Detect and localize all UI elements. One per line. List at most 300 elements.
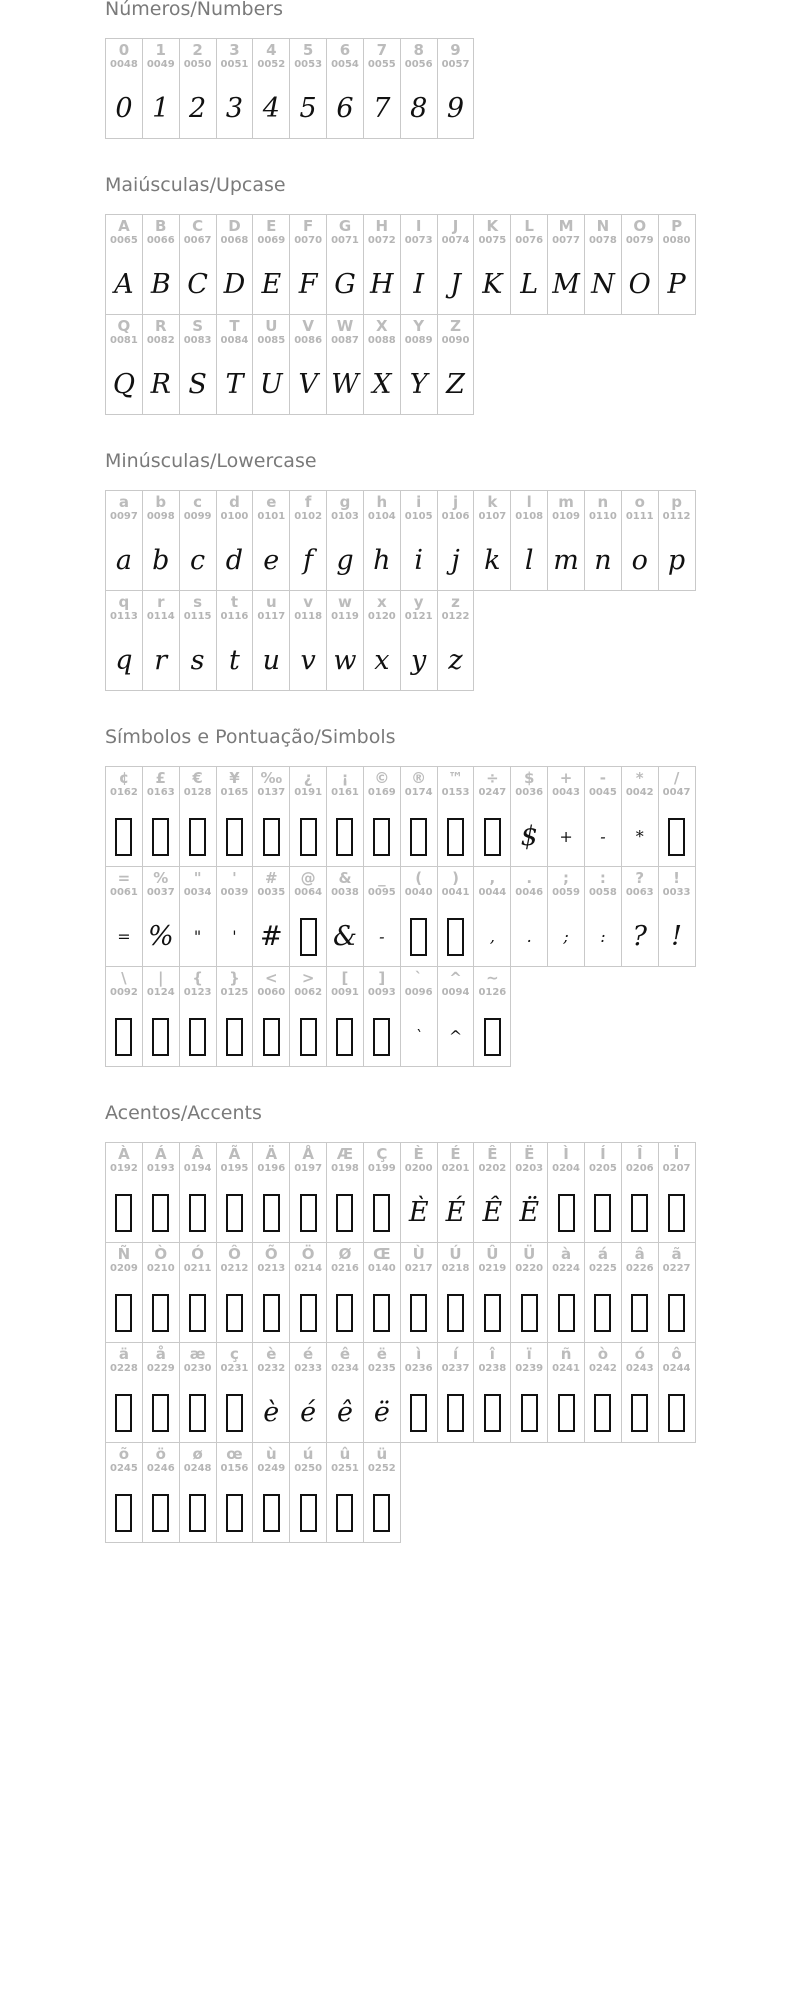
glyph-char-label: ø xyxy=(192,1445,203,1463)
glyph-char-label: ™ xyxy=(448,769,464,787)
section-title: Números/Numbers xyxy=(105,0,283,20)
glyph-code-label: 0236 xyxy=(404,1363,433,1374)
glyph-char-label: 0 xyxy=(118,41,130,59)
glyph-cell xyxy=(437,1242,475,1343)
glyph-code-label: 0066 xyxy=(146,235,175,246)
glyph-code-label: 0086 xyxy=(294,335,323,346)
missing-glyph-box xyxy=(221,1475,249,1542)
missing-glyph-box xyxy=(478,1275,506,1342)
glyph-code-label: 0163 xyxy=(146,787,175,798)
glyph-cell xyxy=(400,1342,438,1443)
glyph-cell xyxy=(326,490,364,591)
glyph-cell xyxy=(142,766,180,867)
glyph-sample: 4 xyxy=(262,93,280,124)
glyph-char-label: V xyxy=(302,317,314,335)
glyph-cell xyxy=(216,1242,254,1343)
glyph-char-label: W xyxy=(336,317,354,335)
glyph-cell xyxy=(105,866,143,967)
glyph-sample: C xyxy=(187,269,208,300)
glyph-code-label: 0049 xyxy=(146,59,175,70)
glyph-cell xyxy=(437,490,475,591)
glyph-sample: T xyxy=(225,369,244,400)
glyph-code-label: 0099 xyxy=(183,511,212,522)
glyph-code-label: 0096 xyxy=(404,987,433,998)
glyph-cell xyxy=(216,966,254,1067)
glyph-code-label: 0226 xyxy=(625,1263,654,1274)
glyph-code-label: 0076 xyxy=(515,235,544,246)
glyph-cell xyxy=(142,1242,180,1343)
glyph-code-label: 0070 xyxy=(294,235,323,246)
glyph-char-label: ï xyxy=(526,1345,532,1363)
glyph-cell xyxy=(400,1242,438,1343)
glyph-char-label: ê xyxy=(339,1345,351,1363)
glyph-code-label: 0156 xyxy=(220,1463,249,1474)
glyph-sample: W xyxy=(331,369,359,400)
glyph-code-label: 0067 xyxy=(183,235,212,246)
glyph-code-label: 0245 xyxy=(110,1463,138,1474)
glyph-code-label: 0098 xyxy=(146,511,175,522)
glyph-code-label: 0212 xyxy=(220,1263,249,1274)
glyph-char-label: g xyxy=(339,493,351,511)
glyph-code-label: 0039 xyxy=(220,887,249,898)
glyph-sample: x xyxy=(374,645,390,676)
missing-glyph-box xyxy=(110,1175,138,1242)
glyph-code-label: 0089 xyxy=(404,335,433,346)
glyph-sample: l xyxy=(524,545,534,576)
glyph-cell xyxy=(437,966,475,1067)
glyph-code-label: 0122 xyxy=(441,611,470,622)
glyph-code-label: 0045 xyxy=(588,787,617,798)
missing-glyph-box xyxy=(184,1475,212,1542)
glyph-code-label: 0244 xyxy=(662,1363,691,1374)
charmap-page xyxy=(105,0,795,1542)
glyph-cell xyxy=(252,1342,290,1443)
glyph-sample: ` xyxy=(414,1027,423,1046)
glyph-code-label: 0118 xyxy=(294,611,323,622)
glyph-sample: Y xyxy=(409,369,428,400)
glyph-char-label: , xyxy=(489,869,496,887)
glyph-char-label: û xyxy=(339,1445,351,1463)
glyph-code-label: 0205 xyxy=(588,1163,617,1174)
glyph-char-label: m xyxy=(558,493,574,511)
glyph-cell xyxy=(326,1142,364,1243)
missing-glyph-box xyxy=(147,1175,175,1242)
glyph-code-label: 0198 xyxy=(331,1163,359,1174)
glyph-cell xyxy=(510,766,548,867)
glyph-cell xyxy=(363,866,401,967)
glyph-code-label: 0121 xyxy=(404,611,433,622)
glyph-sample: u xyxy=(262,645,280,676)
glyph-cell xyxy=(584,766,622,867)
glyph-cell xyxy=(105,1242,143,1343)
missing-glyph-box xyxy=(368,1475,396,1542)
glyph-grid xyxy=(105,490,695,690)
glyph-code-label: 0077 xyxy=(552,235,580,246)
glyph-code-label: 0165 xyxy=(220,787,249,798)
missing-glyph-box xyxy=(110,799,138,866)
glyph-char-label: 2 xyxy=(192,41,203,59)
glyph-cell xyxy=(216,866,254,967)
glyph-code-label: 0169 xyxy=(367,787,396,798)
glyph-char-label: A xyxy=(118,217,130,235)
glyph-sample: e xyxy=(263,545,280,576)
glyph-sample: + xyxy=(559,827,573,846)
section-symbols xyxy=(105,726,795,1066)
glyph-cell xyxy=(179,214,217,315)
glyph-char-label: å xyxy=(155,1345,166,1363)
missing-glyph-box xyxy=(552,1175,580,1242)
glyph-code-label: 0246 xyxy=(146,1463,175,1474)
missing-glyph-box xyxy=(184,1275,212,1342)
glyph-cell xyxy=(105,590,143,691)
glyph-code-label: 0075 xyxy=(478,235,507,246)
glyph-cell xyxy=(621,766,659,867)
missing-glyph-box xyxy=(294,999,322,1066)
glyph-code-label: 0241 xyxy=(552,1363,580,1374)
section-title: Maiúsculas/Upcase xyxy=(105,174,286,196)
glyph-char-label: ; xyxy=(563,869,570,887)
glyph-char-label: É xyxy=(450,1145,461,1163)
glyph-code-label: 0232 xyxy=(257,1363,286,1374)
glyph-char-label: z xyxy=(451,593,460,611)
glyph-sample: I xyxy=(413,269,424,300)
glyph-char-label: r xyxy=(157,593,165,611)
missing-glyph-box xyxy=(442,799,470,866)
glyph-sample: G xyxy=(334,269,356,300)
missing-glyph-box xyxy=(405,899,433,966)
glyph-code-label: 0200 xyxy=(404,1163,433,1174)
glyph-code-label: 0112 xyxy=(662,511,691,522)
glyph-cell xyxy=(326,214,364,315)
glyph-code-label: 0242 xyxy=(588,1363,617,1374)
glyph-code-label: 0064 xyxy=(294,887,323,898)
glyph-code-label: 0102 xyxy=(294,511,323,522)
glyph-char-label: x xyxy=(376,593,387,611)
glyph-char-label: Õ xyxy=(264,1245,278,1263)
glyph-code-label: 0214 xyxy=(294,1263,323,1274)
glyph-char-label: Ë xyxy=(524,1145,535,1163)
glyph-char-label: Û xyxy=(486,1245,499,1263)
glyph-code-label: 0114 xyxy=(146,611,175,622)
glyph-cell xyxy=(252,1242,290,1343)
glyph-char-label: K xyxy=(486,217,499,235)
glyph-cell xyxy=(289,1342,327,1443)
missing-glyph-box xyxy=(663,1375,691,1442)
glyph-char-label: 6 xyxy=(339,41,351,59)
missing-glyph-box xyxy=(589,1375,617,1442)
glyph-char-label: H xyxy=(375,217,389,235)
glyph-code-label: 0092 xyxy=(110,987,138,998)
glyph-cell xyxy=(363,38,401,139)
glyph-char-label: d xyxy=(229,493,240,511)
glyph-cell xyxy=(252,38,290,139)
glyph-code-label: 0137 xyxy=(257,787,286,798)
glyph-cell xyxy=(179,766,217,867)
glyph-code-label: 0103 xyxy=(331,511,359,522)
glyph-code-label: 0248 xyxy=(183,1463,212,1474)
glyph-cell xyxy=(363,1342,401,1443)
glyph-cell xyxy=(584,1142,622,1243)
glyph-code-label: 0100 xyxy=(220,511,249,522)
glyph-code-label: 0046 xyxy=(515,887,544,898)
glyph-cell xyxy=(547,490,585,591)
glyph-cell xyxy=(289,1142,327,1243)
glyph-char-label: ^ xyxy=(449,969,462,987)
glyph-code-label: 0237 xyxy=(441,1363,470,1374)
glyph-cell xyxy=(473,1142,511,1243)
glyph-cell xyxy=(216,314,254,415)
glyph-sample: ; xyxy=(563,927,569,946)
missing-glyph-box xyxy=(368,1175,396,1242)
glyph-char-label: J xyxy=(452,217,459,235)
glyph-cell xyxy=(179,1242,217,1343)
missing-glyph-box xyxy=(147,1475,175,1542)
glyph-char-label: k xyxy=(487,493,498,511)
glyph-cell xyxy=(547,766,585,867)
glyph-cell xyxy=(658,1242,696,1343)
glyph-sample: z xyxy=(448,645,463,676)
glyph-char-label: Ã xyxy=(228,1145,241,1163)
glyph-cell xyxy=(179,590,217,691)
glyph-sample: k xyxy=(484,545,501,576)
glyph-cell xyxy=(252,314,290,415)
glyph-cell xyxy=(142,1342,180,1443)
glyph-sample: D xyxy=(223,269,246,300)
glyph-char-label: ¢ xyxy=(118,769,130,787)
glyph-cell xyxy=(105,490,143,591)
glyph-cell xyxy=(437,1342,475,1443)
glyph-cell xyxy=(289,1242,327,1343)
glyph-char-label: € xyxy=(192,769,203,787)
glyph-sample: q xyxy=(115,645,133,676)
glyph-char-label: ¡ xyxy=(341,769,349,787)
section-title: Acentos/Accents xyxy=(105,1102,262,1124)
glyph-sample: o xyxy=(631,545,648,576)
glyph-cell xyxy=(105,966,143,1067)
glyph-char-label: Z xyxy=(450,317,461,335)
glyph-cell xyxy=(326,1342,364,1443)
glyph-char-label: Ê xyxy=(487,1145,498,1163)
missing-glyph-box xyxy=(589,1275,617,1342)
missing-glyph-box xyxy=(110,1375,138,1442)
glyph-sample: 6 xyxy=(336,93,354,124)
glyph-cell xyxy=(658,766,696,867)
glyph-cell xyxy=(142,1142,180,1243)
missing-glyph-box xyxy=(257,1175,285,1242)
missing-glyph-box xyxy=(294,899,322,966)
glyph-cell xyxy=(510,1242,548,1343)
glyph-sample: $ xyxy=(520,821,538,852)
glyph-sample: w xyxy=(333,645,357,676)
glyph-sample: = xyxy=(117,927,131,946)
glyph-cell xyxy=(363,214,401,315)
glyph-sample: s xyxy=(190,645,205,676)
glyph-char-label: L xyxy=(524,217,534,235)
glyph-char-label: F xyxy=(303,217,314,235)
glyph-char-label: > xyxy=(301,969,315,987)
glyph-char-label: ì xyxy=(416,1345,422,1363)
glyph-cell xyxy=(510,490,548,591)
glyph-cell xyxy=(621,1342,659,1443)
glyph-sample: c xyxy=(190,545,206,576)
glyph-code-label: 0207 xyxy=(662,1163,691,1174)
glyph-char-label: + xyxy=(559,769,573,787)
section-title: Símbolos e Pontuação/Simbols xyxy=(105,726,396,748)
glyph-code-label: 0073 xyxy=(404,235,433,246)
glyph-sample: ? xyxy=(632,921,647,952)
glyph-cell xyxy=(363,1142,401,1243)
glyph-sample: % xyxy=(147,921,174,952)
missing-glyph-box xyxy=(147,999,175,1066)
glyph-sample: ! xyxy=(671,921,682,952)
glyph-char-label: _ xyxy=(378,869,386,887)
glyph-cell xyxy=(363,314,401,415)
glyph-char-label: î xyxy=(489,1345,495,1363)
missing-glyph-box xyxy=(405,799,433,866)
glyph-char-label: Ò xyxy=(154,1245,168,1263)
glyph-code-label: 0234 xyxy=(331,1363,359,1374)
glyph-char-label: ‰ xyxy=(260,769,283,787)
glyph-char-label: 9 xyxy=(450,41,461,59)
glyph-cell xyxy=(547,1242,585,1343)
glyph-char-label: @ xyxy=(300,869,316,887)
glyph-char-label: T xyxy=(229,317,240,335)
glyph-char-label: M xyxy=(558,217,574,235)
glyph-cell xyxy=(105,1342,143,1443)
glyph-char-label: ? xyxy=(635,869,645,887)
glyph-code-label: 0128 xyxy=(183,787,212,798)
glyph-sample: J xyxy=(450,269,461,300)
glyph-code-label: 0125 xyxy=(220,987,249,998)
glyph-cell xyxy=(621,490,659,591)
glyph-char-label: w xyxy=(338,593,352,611)
glyph-char-label: Ì xyxy=(563,1145,569,1163)
glyph-cell xyxy=(400,1142,438,1243)
glyph-cell xyxy=(252,966,290,1067)
glyph-cell xyxy=(510,1142,548,1243)
glyph-char-label: ' xyxy=(232,869,237,887)
glyph-code-label: 0072 xyxy=(367,235,396,246)
glyph-sample: b xyxy=(152,545,170,576)
glyph-char-label: a xyxy=(118,493,129,511)
glyph-sample: 3 xyxy=(225,93,244,124)
glyph-char-label: X xyxy=(376,317,388,335)
glyph-code-label: 0095 xyxy=(367,887,396,898)
glyph-code-label: 0034 xyxy=(183,887,212,898)
glyph-char-label: Ü xyxy=(523,1245,536,1263)
glyph-char-label: 5 xyxy=(302,41,314,59)
glyph-char-label: ä xyxy=(118,1345,129,1363)
glyph-cell xyxy=(363,966,401,1067)
glyph-code-label: 0194 xyxy=(183,1163,212,1174)
missing-glyph-box xyxy=(626,1375,654,1442)
glyph-char-label: Ö xyxy=(301,1245,315,1263)
glyph-cell xyxy=(105,1442,143,1543)
glyph-cell xyxy=(326,314,364,415)
section-title: Minúsculas/Lowercase xyxy=(105,450,317,472)
glyph-code-label: 0101 xyxy=(257,511,286,522)
glyph-char-label: Ç xyxy=(376,1145,388,1163)
glyph-char-label: % xyxy=(153,869,169,887)
glyph-code-label: 0033 xyxy=(662,887,691,898)
glyph-code-label: 0085 xyxy=(257,335,286,346)
glyph-cell xyxy=(584,1242,622,1343)
glyph-char-label: £ xyxy=(155,769,166,787)
glyph-char-label: f xyxy=(304,493,312,511)
glyph-sample: - xyxy=(600,827,606,846)
glyph-cell xyxy=(547,866,585,967)
glyph-cell xyxy=(437,314,475,415)
glyph-char-label: $ xyxy=(523,769,535,787)
glyph-cell xyxy=(658,214,696,315)
glyph-sample: P xyxy=(667,269,686,300)
glyph-cell xyxy=(216,490,254,591)
glyph-code-label: 0060 xyxy=(257,987,286,998)
glyph-code-label: 0228 xyxy=(110,1363,138,1374)
glyph-char-label: [ xyxy=(341,969,349,987)
missing-glyph-box xyxy=(294,1175,322,1242)
glyph-code-label: 0044 xyxy=(478,887,507,898)
glyph-code-label: 0239 xyxy=(515,1363,544,1374)
glyph-sample: # xyxy=(259,921,283,952)
glyph-char-label: Ú xyxy=(449,1245,462,1263)
glyph-char-label: 4 xyxy=(266,41,277,59)
glyph-char-label: o xyxy=(634,493,645,511)
glyph-cell xyxy=(326,1442,364,1543)
glyph-char-label: 8 xyxy=(413,41,424,59)
glyph-cell xyxy=(142,1442,180,1543)
glyph-char-label: y xyxy=(413,593,424,611)
missing-glyph-box xyxy=(184,999,212,1066)
glyph-code-label: 0090 xyxy=(441,335,470,346)
glyph-sample: r xyxy=(154,645,168,676)
glyph-code-label: 0091 xyxy=(331,987,359,998)
glyph-code-label: 0116 xyxy=(220,611,249,622)
glyph-code-label: 0062 xyxy=(294,987,323,998)
glyph-char-label: ¥ xyxy=(229,769,240,787)
glyph-char-label: Ó xyxy=(191,1245,204,1263)
glyph-grid xyxy=(105,214,695,414)
glyph-sample: t xyxy=(229,645,240,676)
glyph-cell xyxy=(142,214,180,315)
glyph-char-label: U xyxy=(265,317,278,335)
missing-glyph-box xyxy=(257,1475,285,1542)
glyph-code-label: 0097 xyxy=(110,511,138,522)
glyph-code-label: 0071 xyxy=(331,235,359,246)
missing-glyph-box xyxy=(442,1375,470,1442)
glyph-char-label: ù xyxy=(265,1445,277,1463)
glyph-code-label: 0105 xyxy=(404,511,433,522)
glyph-code-label: 0081 xyxy=(110,335,138,346)
glyph-cell xyxy=(658,490,696,591)
glyph-code-label: 0093 xyxy=(367,987,396,998)
missing-glyph-box xyxy=(515,1375,543,1442)
glyph-cell xyxy=(658,866,696,967)
glyph-cell xyxy=(142,38,180,139)
glyph-char-label: t xyxy=(230,593,239,611)
glyph-cell xyxy=(179,866,217,967)
glyph-code-label: 0196 xyxy=(257,1163,286,1174)
glyph-cell xyxy=(584,214,622,315)
glyph-sample: 5 xyxy=(299,93,317,124)
glyph-sample: X xyxy=(372,369,392,400)
glyph-cell xyxy=(400,38,438,139)
glyph-sample: d xyxy=(225,545,244,576)
missing-glyph-box xyxy=(147,1375,175,1442)
missing-glyph-box xyxy=(221,799,249,866)
glyph-cell xyxy=(510,866,548,967)
glyph-cell xyxy=(289,590,327,691)
